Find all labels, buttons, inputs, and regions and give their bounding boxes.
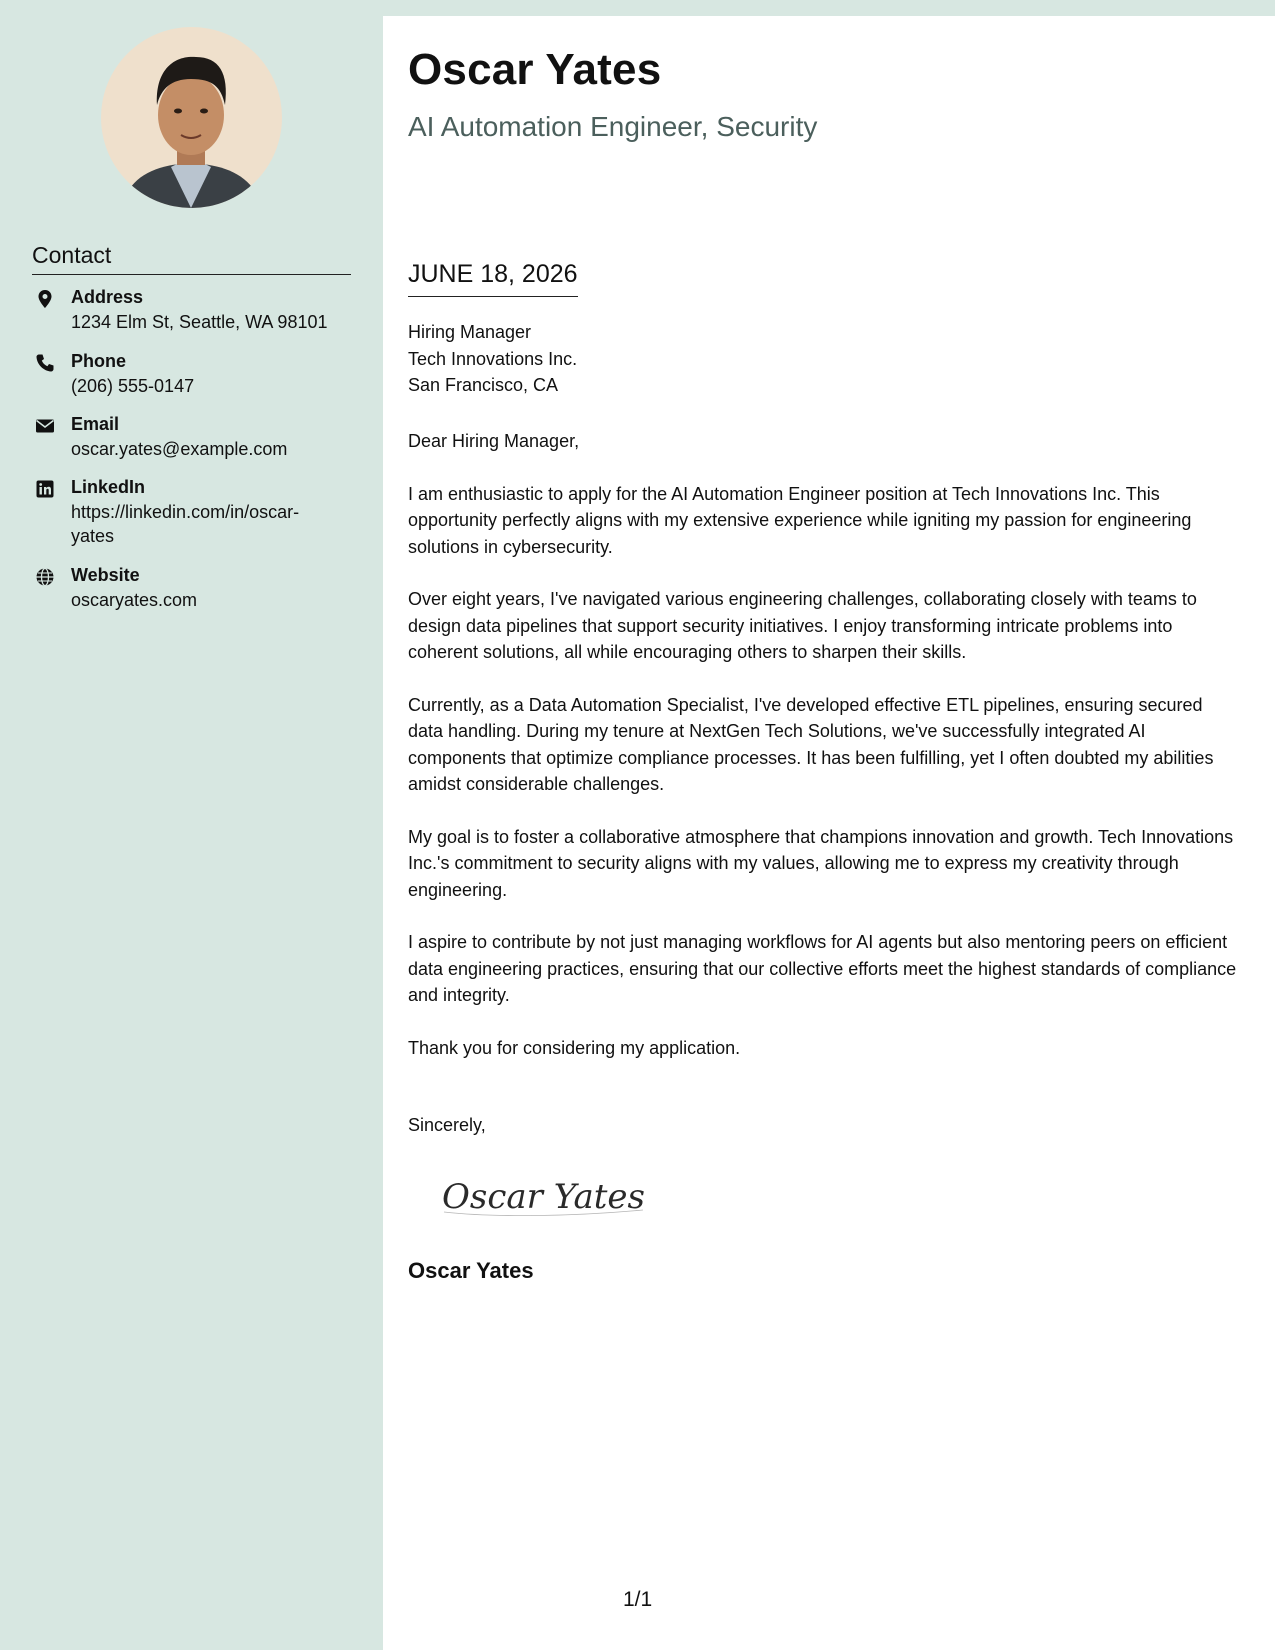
letter-paragraph: My goal is to foster a collaborative atmosphere that champions innovation and growth. Tech Innovations Inc.'s commitment to security aligns with my values, allowing me to express my creativity through engineering. [408, 826, 1234, 900]
contact-label: Address [71, 287, 144, 307]
location-pin-icon [35, 289, 55, 309]
signer-name: Oscar Yates [408, 1258, 534, 1283]
letter-paragraph: Currently, as a Data Automation Specialist, I've developed effective ETL pipelines, ensuring secured data handling. During my tenure at NextGen Tech Solutions, we've successfully integrated AI components that optimize compliance processes. It has been fulfilling, yet I often doubted my abilities amidst considerable challenges. [408, 694, 1214, 794]
contact-value: oscar.yates@example.com [71, 439, 288, 459]
letter-date: JUNE 18, 2026 [408, 257, 578, 297]
letter-paragraph: I am enthusiastic to apply for the AI Automation Engineer position at Tech Innovations Inc. This opportunity perfectly aligns with my extensive experience while igniting my passion for engineering solutions in cybersecurity. [408, 483, 1192, 557]
linkedin-icon [35, 479, 55, 499]
salutation: Dear Hiring Manager, [408, 431, 580, 451]
letter-paragraph: I aspire to contribute by not just managing workflows for AI agents but also mentoring peers on efficient data engineering practices, ensuring that our collective efforts meet the highest standards of compliance and integrity. [408, 932, 1237, 1005]
closing: Sincerely, [408, 1115, 486, 1135]
letter-paragraph: Over eight years, I've navigated various engineering challenges, collaborating closely with teams to design data pipelines that support security initiatives. I enjoy transforming intricate problems into coherent solutions, all while encouraging others to sharpen their skills. [408, 589, 1197, 662]
contact-label: Website [71, 565, 140, 585]
letter-paragraph: Thank you for considering my application. [408, 1037, 741, 1058]
envelope-icon [35, 416, 55, 436]
contact-heading: Contact [32, 239, 351, 275]
contact-label: Phone [71, 351, 127, 371]
contact-value: (206) 555-0147 [71, 376, 195, 396]
page-number: 1/1 [623, 1588, 653, 1611]
avatar [101, 27, 282, 208]
recipient-line: Tech Innovations Inc. [408, 348, 578, 369]
contact-label: Email [71, 414, 120, 434]
contact-value: 1234 Elm St, Seattle, WA 98101 [71, 312, 328, 332]
globe-icon [35, 567, 55, 587]
profile-photo [101, 27, 282, 208]
contact-label: LinkedIn [71, 477, 146, 497]
svg-text:Oscar Yates: Oscar Yates [442, 1177, 646, 1217]
recipient-line: San Francisco, CA [408, 375, 559, 395]
phone-icon [35, 353, 55, 373]
contact-value: https://linkedin.com/in/oscar-yates [71, 502, 300, 546]
job-title: AI Automation Engineer, Security [408, 111, 818, 142]
contact-value: oscaryates.com [71, 590, 198, 610]
applicant-name: Oscar Yates [408, 45, 662, 94]
letter-body [383, 16, 1275, 1650]
letter-content [408, 428, 1238, 1087]
sidebar [0, 0, 383, 1650]
handwritten-signature [438, 1162, 668, 1232]
recipient-block [408, 319, 577, 399]
recipient-line: Hiring Manager [408, 322, 532, 342]
